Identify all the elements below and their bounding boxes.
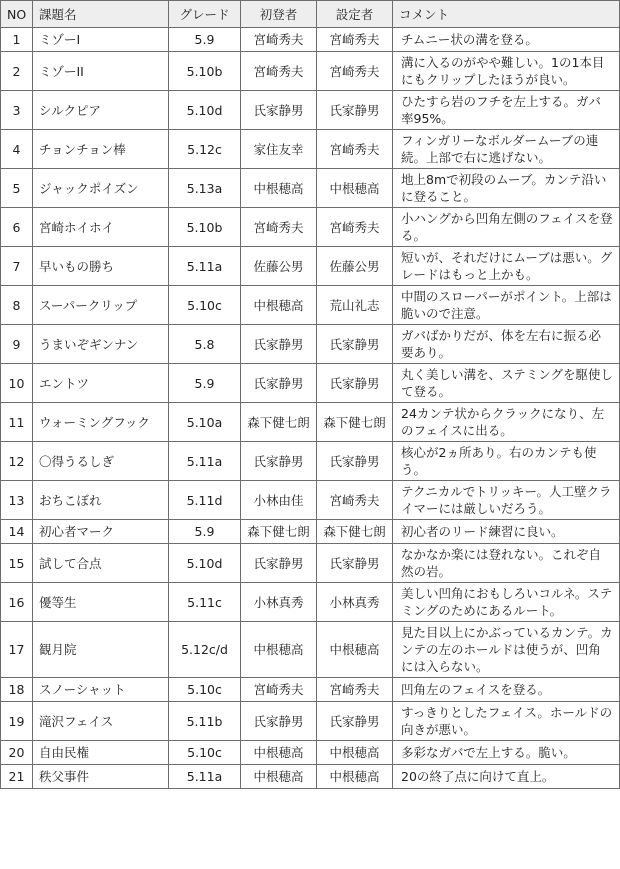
table-row [1,702,620,741]
table-row [1,169,620,208]
no-cell: 15 [1,544,33,583]
grade-cell: 5.10d [169,544,241,583]
no-cell: 18 [1,678,33,702]
comment-cell: フィンガリーなボルダームーブの連続。上部で右に逃げない。 [393,130,620,169]
first-ascent-cell: 氏家静男 [241,91,317,130]
setter-cell: 宮崎秀夫 [317,28,393,52]
table-row [1,286,620,325]
setter-cell: 宮崎秀夫 [317,481,393,520]
comment-cell: 短いが、それだけにムーブは悪い。グレードはもっと上かも。 [393,247,620,286]
setter-cell: 森下健七朗 [317,520,393,544]
setter-cell: 宮崎秀夫 [317,678,393,702]
no-cell: 6 [1,208,33,247]
setter-cell: 氏家静男 [317,702,393,741]
no-cell: 13 [1,481,33,520]
setter-cell: 中根穂高 [317,741,393,765]
grade-cell: 5.10d [169,91,241,130]
first-ascent-cell: 宮崎秀夫 [241,678,317,702]
first-ascent-cell: 中根穂高 [241,765,317,789]
comment-cell: ひたすら岩のフチを左上する。ガバ率95%。 [393,91,620,130]
comment-cell: チムニー状の溝を登る。 [393,28,620,52]
setter-cell: 小林真秀 [317,583,393,622]
comment-cell: ガバばかりだが、体を左右に振る必要あり。 [393,325,620,364]
grade-cell: 5.8 [169,325,241,364]
setter-cell: 中根穂高 [317,169,393,208]
no-cell: 12 [1,442,33,481]
comment-cell: 凹角左のフェイスを登る。 [393,678,620,702]
table-row [1,52,620,91]
route-name: ミゾーII [33,52,169,91]
grade-cell: 5.12c/d [169,622,241,678]
first-ascent-cell: 氏家静男 [241,442,317,481]
setter-cell: 宮崎秀夫 [317,208,393,247]
route-name: ミゾーI [33,28,169,52]
setter-cell: 宮崎秀夫 [317,52,393,91]
first-ascent-cell: 氏家静男 [241,325,317,364]
grade-cell: 5.9 [169,364,241,403]
comment-cell: すっきりとしたフェイス。ホールドの向きが悪い。 [393,702,620,741]
table-row [1,678,620,702]
header-setter: 設定者 [317,1,393,28]
no-cell: 9 [1,325,33,364]
no-cell: 20 [1,741,33,765]
table-row [1,247,620,286]
table-row [1,403,620,442]
grade-cell: 5.13a [169,169,241,208]
grade-cell: 5.10b [169,52,241,91]
route-name: 早いもの勝ち [33,247,169,286]
table-row [1,130,620,169]
comment-cell: 美しい凹角におもしろいコルネ。ステミングのためにあるルート。 [393,583,620,622]
header-grade: グレード [169,1,241,28]
route-name: スノーシャット [33,678,169,702]
no-cell: 11 [1,403,33,442]
grade-cell: 5.11d [169,481,241,520]
first-ascent-cell: 小林由佳 [241,481,317,520]
first-ascent-cell: 中根穂高 [241,622,317,678]
route-name: 観月院 [33,622,169,678]
first-ascent-cell: 宮崎秀夫 [241,52,317,91]
table-row [1,325,620,364]
grade-cell: 5.11a [169,442,241,481]
table-row [1,520,620,544]
table-row [1,765,620,789]
table-row [1,622,620,678]
route-name: 試して合点 [33,544,169,583]
first-ascent-cell: 森下健七朗 [241,403,317,442]
setter-cell: 宮崎秀夫 [317,130,393,169]
route-name: 初心者マーク [33,520,169,544]
first-ascent-cell: 宮崎秀夫 [241,28,317,52]
grade-cell: 5.11b [169,702,241,741]
table-row [1,208,620,247]
comment-cell: 小ハングから凹角左側のフェイスを登る。 [393,208,620,247]
route-name: 自由民権 [33,741,169,765]
first-ascent-cell: 宮崎秀夫 [241,208,317,247]
no-cell: 5 [1,169,33,208]
table-row [1,741,620,765]
table-row [1,544,620,583]
no-cell: 14 [1,520,33,544]
no-cell: 10 [1,364,33,403]
comment-cell: 地上8mで初段のムーブ。カンテ沿いに登ること。 [393,169,620,208]
setter-cell: 佐藤公男 [317,247,393,286]
header-comment: コメント [393,1,620,28]
grade-cell: 5.10c [169,678,241,702]
route-name: エントツ [33,364,169,403]
route-name: 滝沢フェイス [33,702,169,741]
grade-cell: 5.10c [169,741,241,765]
header-no: NO [1,1,33,28]
no-cell: 8 [1,286,33,325]
grade-cell: 5.9 [169,28,241,52]
route-name: スーパークリップ [33,286,169,325]
table-row [1,28,620,52]
first-ascent-cell: 中根穂高 [241,741,317,765]
first-ascent-cell: 氏家静男 [241,702,317,741]
setter-cell: 荒山礼志 [317,286,393,325]
grade-cell: 5.11c [169,583,241,622]
grade-cell: 5.11a [169,765,241,789]
comment-cell: 見た目以上にかぶっているカンテ。カンテの左のホールドは使うが、凹角には入らない。 [393,622,620,678]
no-cell: 17 [1,622,33,678]
first-ascent-cell: 中根穂高 [241,169,317,208]
no-cell: 19 [1,702,33,741]
setter-cell: 氏家静男 [317,544,393,583]
no-cell: 21 [1,765,33,789]
setter-cell: 氏家静男 [317,442,393,481]
comment-cell: 溝に入るのがやや難しい。1の1本目にもクリップしたほうが良い。 [393,52,620,91]
table-row [1,442,620,481]
table-row [1,91,620,130]
first-ascent-cell: 氏家静男 [241,364,317,403]
no-cell: 4 [1,130,33,169]
comment-cell: 核心が2ヵ所あり。右のカンテも使う。 [393,442,620,481]
comment-cell: 多彩なガバで左上する。脆い。 [393,741,620,765]
header-row [1,1,620,28]
first-ascent-cell: 森下健七朗 [241,520,317,544]
table-row [1,481,620,520]
setter-cell: 氏家静男 [317,91,393,130]
no-cell: 3 [1,91,33,130]
grade-cell: 5.11a [169,247,241,286]
route-name: 優等生 [33,583,169,622]
setter-cell: 中根穂高 [317,765,393,789]
header-first-ascent: 初登者 [241,1,317,28]
first-ascent-cell: 家住友幸 [241,130,317,169]
table-row [1,364,620,403]
comment-cell: 初心者のリード練習に良い。 [393,520,620,544]
no-cell: 2 [1,52,33,91]
first-ascent-cell: 氏家静男 [241,544,317,583]
route-name: 〇得うるしぎ [33,442,169,481]
grade-cell: 5.9 [169,520,241,544]
setter-cell: 中根穂高 [317,622,393,678]
route-name: ジャックポイズン [33,169,169,208]
comment-cell: 20の終了点に向けて直上。 [393,765,620,789]
grade-cell: 5.10c [169,286,241,325]
first-ascent-cell: 小林真秀 [241,583,317,622]
route-name: 宮崎ホイホイ [33,208,169,247]
comment-cell: テクニカルでトリッキー。人工壁クライマーには厳しいだろう。 [393,481,620,520]
route-name: チョンチョン棒 [33,130,169,169]
no-cell: 16 [1,583,33,622]
comment-cell: 丸く美しい溝を、ステミングを駆使して登る。 [393,364,620,403]
first-ascent-cell: 佐藤公男 [241,247,317,286]
route-name: 秩父事件 [33,765,169,789]
grade-cell: 5.10a [169,403,241,442]
route-name: うまいぞギンナン [33,325,169,364]
route-name: おちこぼれ [33,481,169,520]
header-name: 課題名 [33,1,169,28]
grade-cell: 5.10b [169,208,241,247]
setter-cell: 森下健七朗 [317,403,393,442]
route-name: ウォーミングフック [33,403,169,442]
table-row [1,583,620,622]
comment-cell: 中間のスローパーがポイント。上部は脆いので注意。 [393,286,620,325]
no-cell: 7 [1,247,33,286]
comment-cell: なかなか楽には登れない。これぞ自然の岩。 [393,544,620,583]
setter-cell: 氏家静男 [317,364,393,403]
first-ascent-cell: 中根穂高 [241,286,317,325]
no-cell: 1 [1,28,33,52]
grade-cell: 5.12c [169,130,241,169]
setter-cell: 氏家静男 [317,325,393,364]
route-name: シルクピア [33,91,169,130]
comment-cell: 24カンテ状からクラックになり、左のフェイスに出る。 [393,403,620,442]
